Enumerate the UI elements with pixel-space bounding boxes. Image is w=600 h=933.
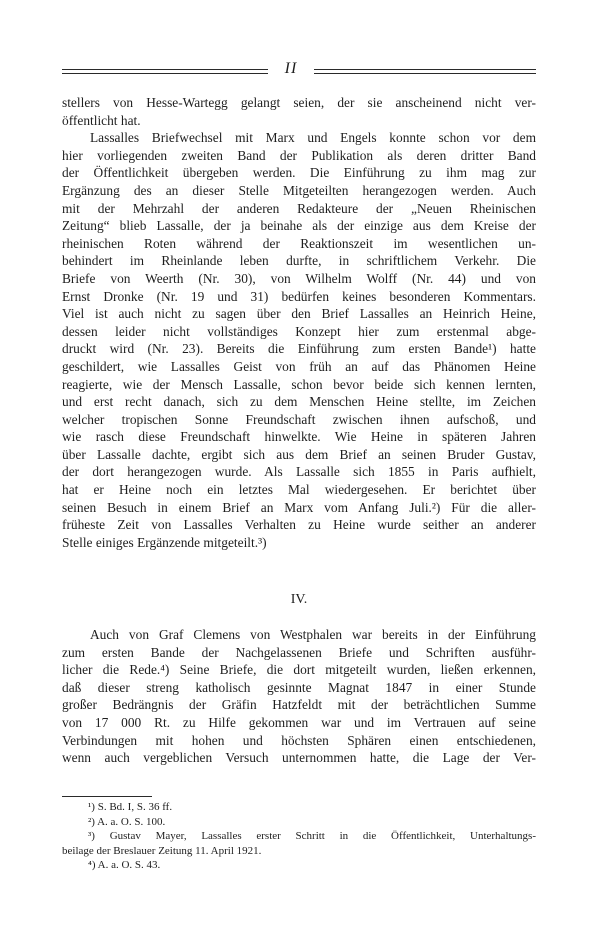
text-line: hier vorliegenden zweiten Band der Publikation als deren dritter Band — [62, 147, 536, 163]
text-line: und erst recht danach, sich zu dem Menschen Heine stellte, im Zeichen — [62, 394, 536, 410]
text-line: seinen Besuch in einem Brief an Marx vom Anfang Juli.²) Für die aller- — [62, 499, 536, 515]
page-header — [62, 60, 536, 86]
text-line: hat er Heine noch ein letztes Mal wiedergesehen. Er berichtet über — [62, 482, 536, 498]
text-line: reagierte, wie der Mensch Lassalle, schon bevor beide sich kennen lernten, — [62, 376, 536, 392]
text-line: früheste Zeit von Lassalles Verhalten zu Heine wurde seither an anderer — [62, 517, 536, 533]
text-line: über Lassalle dachte, ergibt sich aus dem Brief an seinen Bruder Gustav, — [62, 446, 536, 462]
footnote: ³) Gustav Mayer, Lassalles erster Schritt in die Öffentlichkeit, Unterhaltungs- — [88, 830, 536, 843]
text-line: Auch von Graf Clemens von Westphalen war bereits in der Einführung — [90, 627, 536, 642]
text-line: Zeitung“ blieb Lassalle, der ja beinahe als der einzige aus dem Kreise der — [62, 218, 536, 234]
text-line: welcher tropischen Sonne Freundschaft zwischen ihnen aufschoß, und — [62, 411, 536, 427]
text-line: öffentlicht hat. — [62, 112, 141, 128]
text-line: zum ersten Bande der Nachgelassenen Briefe und Schriften ausführ- — [62, 644, 536, 660]
text-line: wenn auch vergeblichen Versuch unternommen hatte, die Lage der Ver- — [62, 750, 536, 766]
text-line: rheinischen Roten während der Reaktionszeit im wesentlichen un- — [62, 235, 536, 251]
footnote: ⁴) A. a. O. S. 43. — [88, 859, 161, 872]
text-line: der dort herangezogen wurde. Als Lassalle sich 1855 in Paris aufhielt, — [62, 464, 536, 480]
footnote-continuation: beilage der Breslauer Zeitung 11. April 1921. — [62, 844, 262, 857]
footnotes — [62, 800, 536, 873]
text-line: Ernst Dronke (Nr. 19 und 31) bedürfen keines besonderen Kommentars. — [62, 288, 536, 304]
text-line: Verbindungen mit hohen und höchsten Sphären einen entschiedenen, — [62, 732, 536, 748]
text-line: dessen leider nicht vollständiges Konzept hier zum erstenmal abge- — [62, 323, 536, 339]
body-text-bottom — [62, 626, 536, 767]
text-line: daß dieser streng katholisch gesinnte Magnat 1847 in einer Stunde — [62, 679, 536, 695]
text-line: stellers von Hesse-Wartegg gelangt seien, der sie anscheinend nicht ver- — [62, 95, 536, 110]
text-line: der Öffentlichkeit übergeben werden. Die Einführung zu ihm mag zur — [62, 165, 536, 181]
text-line: Briefe von Weerth (Nr. 30), von Wilhelm Wolff (Nr. 44) und von — [62, 270, 536, 286]
body-text-top — [62, 94, 536, 551]
text-line: mit der Mehrzahl der anderen Redakteure der „Neuen Rheinischen — [62, 200, 536, 216]
page-number: II — [284, 60, 298, 77]
text-line: von 17 000 Rt. zu Hilfe gekommen war und im Vertrauen auf seine — [62, 714, 536, 730]
text-line: Ergänzung des an dieser Stelle Mitgeteilten herangezogen werden. Auch — [62, 182, 536, 198]
footnote-divider — [62, 796, 152, 797]
text-line: licher die Rede.⁴) Seine Briefe, die dort mitgeteilt wurden, ließen erkennen, — [62, 662, 536, 678]
text-line: Viel ist auch nicht zu sagen über den Brief Lassalles an Heinrich Heine, — [62, 306, 536, 322]
footnote: ²) A. a. O. S. 100. — [88, 815, 166, 828]
text-line: Lassalles Briefwechsel mit Marx und Engels konnte schon vor dem — [90, 130, 536, 146]
section-heading: IV. — [290, 592, 308, 607]
header-rule-left — [62, 68, 268, 76]
text-line: druckt wird (Nr. 23). Bereits die Einführung zum ersten Bande¹) hatte — [62, 341, 536, 357]
text-line: geschildert, wie Lassalles Geist von früh an auf das Phänomen Heine — [62, 358, 536, 374]
footnote: ¹) S. Bd. I, S. 36 ff. — [88, 801, 173, 813]
text-line: behindert im Rheinlande leben durfte, in schriftlichem Verkehr. Die — [62, 253, 536, 269]
text-line: großer Bedrängnis der Gräfin Hatzfeldt mit der beträchtlichen Summe — [62, 697, 536, 713]
text-line: wie rasch diese Freundschaft hinwelkte. Wie Heine in späteren Jahren — [62, 429, 536, 445]
header-rule-right — [314, 68, 536, 76]
text-line: Stelle einiges Ergänzende mitgeteilt.³) — [62, 534, 267, 550]
